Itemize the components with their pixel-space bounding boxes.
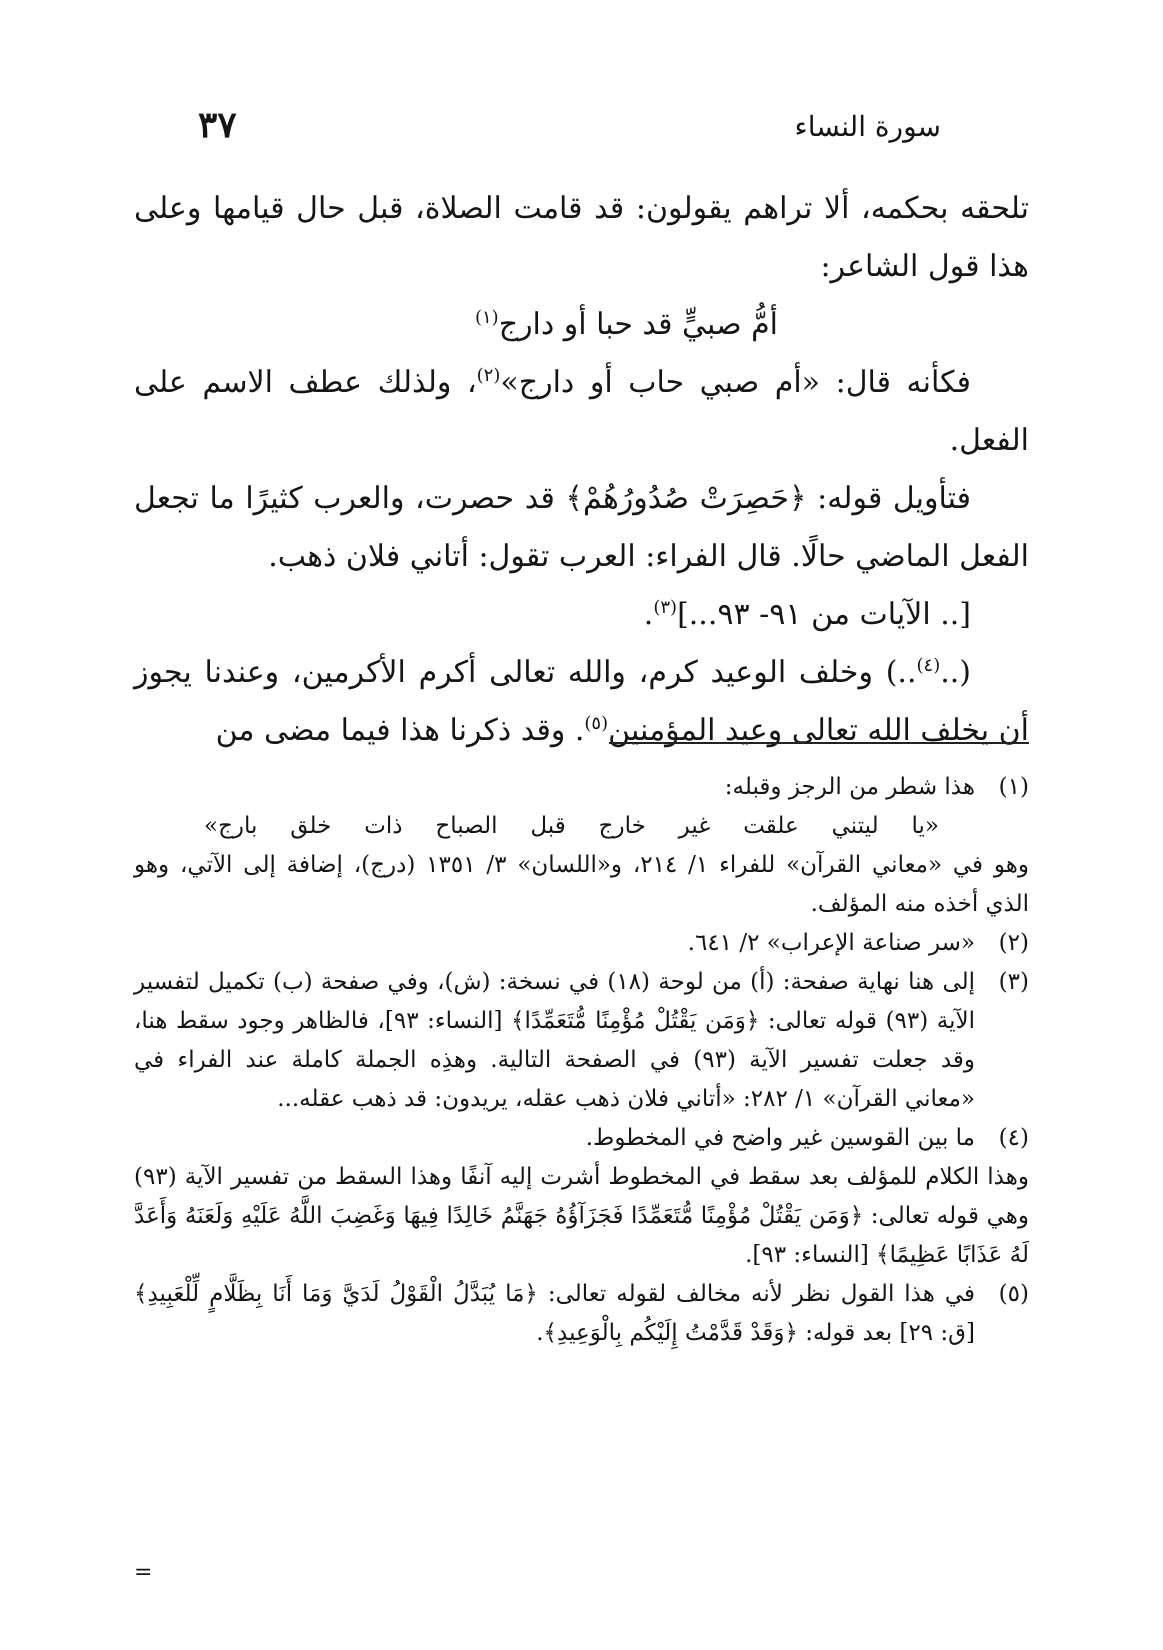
- footnote-2: [134, 924, 1029, 963]
- page-header: [134, 104, 1029, 154]
- paragraph-text: ، ولذلك عطف الاسم على الفعل.: [134, 365, 1029, 458]
- footnote-number: (٤): [998, 1125, 1029, 1151]
- footnote-ref: (٤): [916, 655, 941, 676]
- footnote-number: (١): [998, 774, 1029, 800]
- footnote-5: [134, 1275, 1029, 1353]
- paragraph: فتأويل قوله: ﴿حَصِرَتْ صُدُورُهُمْ﴾ قد حصرت، والعرب كثيرًا ما تجعل الفعل الماضي حالًا. قال الفراء: العرب تقول: أتاني فلان ذهب.: [134, 481, 1029, 574]
- footnote-number: (٢): [998, 930, 1029, 956]
- footnote-1: [134, 768, 1029, 924]
- footnote-text: في هذا القول نظر لأنه مخالف لقوله تعالى: ﴿مَا يُبَدَّلُ الْقَوْلُ لَدَيَّ وَمَا أَنَا بِظَلَّامٍ لِّلْعَبِيدِ﴾ [ق: ٢٩] بعد قوله: ﴿وَقَدْ قَدَّمْتُ إِلَيْكُم بِالْوَعِيدِ﴾.: [134, 1281, 975, 1346]
- footnote-text: هذا شطر من الرجز وقبله:: [724, 774, 975, 800]
- verses-range-text: [.. الآيات من ٩١- ٩٣...]: [677, 597, 971, 632]
- poem-verse: [134, 296, 1029, 354]
- footnote-poem: «يا ليتني علقت غير خارج قبل الصباح ذات خلق بارج»: [204, 813, 939, 839]
- footnotes: [134, 768, 1029, 1353]
- footnote-text: وهو في «معاني القرآن» للفراء ١/ ٢١٤، و«اللسان» ٣/ ١٣٥١ (درج)، إضافة إلى الآتي، وهو الذي أخذه منه المؤلف.: [134, 852, 1029, 917]
- paragraph-text: فكأنه قال: «أم صبي حاب أو دارج»: [500, 365, 971, 400]
- footnote-number: (٥): [998, 1281, 1029, 1307]
- footnote-ref: (٣): [653, 597, 678, 618]
- paragraph-text: ..) وخلف الوعيد كرم، والله تعالى أكرم الأكرمين، وعندنا يجوز أن يخلف الله تعالى وعيد المؤمنين: [134, 655, 1029, 748]
- verses-range: [.. الآيات من ٩١- ٩٣...]$^{(٣)}$.: [643, 597, 971, 632]
- footnote-separator: [609, 742, 1029, 744]
- verse-text: أمُّ صبيٍّ قد حبا أو دارج: [498, 307, 779, 342]
- footnote-ref: (٥): [584, 713, 609, 734]
- paragraph-text: . وقد ذكرنا هذا فيما مضى من: [215, 713, 585, 748]
- paragraph: [134, 354, 1029, 470]
- page-number: ٣٧: [198, 104, 237, 146]
- footnote-text: وهذا الكلام للمؤلف بعد سقط في المخطوط أشرت إليه آنفًا وهذا السقط من تفسير الآية (٩٣) وهي قوله تعالى: ﴿وَمَن يَقْتُلْ مُؤْمِنًا مُّتَعَمِّدًا فَجَزَآؤُهُ جَهَنَّمُ خَالِدًا فِيهَا وَغَضِبَ اللَّهُ عَلَيْهِ وَلَعَنَهُ وَأَعَدَّ لَهُ عَذَابًا عَظِيمًا﴾ [النساء: ٩٣].: [134, 1164, 1029, 1268]
- continuation-mark: =: [134, 1560, 153, 1585]
- footnote-text: «سر صناعة الإعراب» ٢/ ٦٤١.: [687, 930, 975, 956]
- running-title: سورة النساء: [794, 110, 941, 143]
- paragraph-text: (..: [940, 655, 971, 690]
- paragraph: تلحقه بحكمه، ألا تراهم يقولون: قد قامت الصلاة، قبل حال قيامها وعلى هذا قول الشاعر:: [134, 191, 1029, 284]
- footnote-number: (٣): [998, 969, 1029, 995]
- footnote-text: إلى هنا نهاية صفحة: (أ) من لوحة (١٨) في نسخة: (ش)، وفي صفحة (ب) تكميل لتفسير الآية (٩٣) قوله تعالى: ﴿وَمَن يَقْتُلْ مُؤْمِنًا مُّتَعَمِّدًا﴾ [النساء: ٩٣]، فالظاهر وجود سقط هنا، وقد جعلت تفسير الآية (٩٣) في الصفحة التالية. وهذِه الجملة كاملة عند الفراء في «معاني القرآن» ١/ ٢٨٢: «أتاني فلان ذهب عقله، يريدون: قد ذهب عقله...: [134, 969, 976, 1112]
- footnote-ref: (٢): [476, 365, 501, 386]
- main-text: [134, 180, 1029, 760]
- footnote-ref: (١): [474, 307, 499, 328]
- footnote-text: ما بين القوسين غير واضح في المخطوط.: [585, 1125, 975, 1151]
- footnote-4: [134, 1119, 1029, 1275]
- footnote-3: [134, 963, 1029, 1119]
